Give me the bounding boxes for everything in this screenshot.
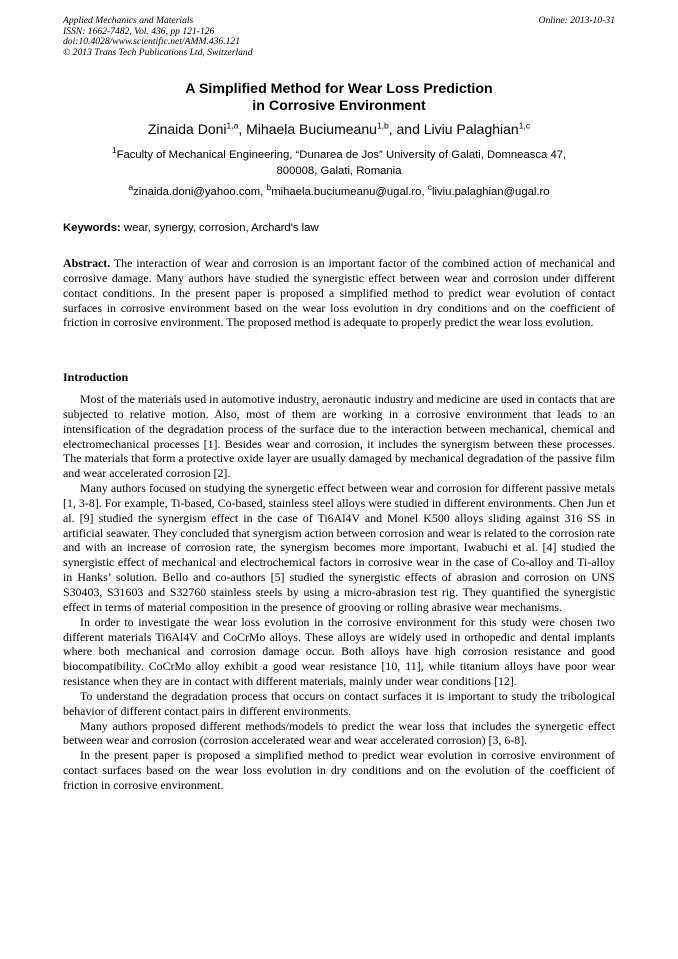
online-date: Online: 2013-10-31 [538,15,615,26]
keywords-label: Keywords: [63,222,121,234]
title-line-2: in Corrosive Environment [252,97,426,114]
author-affiliation-marker: 1,a [226,120,239,131]
author-name: Mihaela Buciumeanu [246,121,377,137]
copyright-line: © 2013 Trans Tech Publications Ltd, Switzerland [63,46,253,58]
section-heading-introduction: Introduction [63,370,129,384]
paper-title [63,81,615,114]
email-link[interactable]: liviu.palaghian@ugal.ro [431,186,550,198]
author-name: Zinaida Doni [147,121,227,137]
journal-name: Applied Mechanics and Materials [63,15,194,26]
paragraph: In the present paper is proposed a simplified method to predict wear evolution in corrosive environment of contact surfaces based on the wear loss evolution in dry conditions and on the evolution of the coefficient of friction in corrosive environment. [63,748,615,792]
affiliation-line-2: 800008, Galati, Romania [276,165,402,177]
keywords-text: wear, synergy, corrosion, Archard's law [120,222,319,234]
author-list [63,120,615,138]
email-link[interactable]: mihaela.buciumeanu@ugal.ro [271,186,422,198]
affiliation-line-1: Faculty of Mechanical Engineering, “Dunarea de Jos” University of Galati, Domneasca 47, [116,149,567,161]
abstract [63,256,615,330]
paragraph: Most of the materials used in automotive industry, aeronautic industry and medicine are used in contacts that are subjected to relative motion. Also, most of them are working in a corrosive environment that leads to an intensification of the degradation process of the surface due to the interaction between mechanical, chemical and electromechanical processes [1]. Besides wear and corrosion, it includes the synergism between these processes. The materials that form a protective oxide layer are usually damaged by mechanical degradation of the passive film and wear accelerated corrosion [2]. [63,392,615,481]
email-marker: b [266,182,272,193]
paragraph: Many authors focused on studying the synergetic effect between wear and corrosion for different passive metals [1, 3-8]. For example, Ti-based, Co-based, stainless steel alloys were studied in different environments. Chen Jun et al. [9] studied the synergism effect in the case of Ti6Al4V and Monel K500 alloys sliding against 316 SS in artificial seawater. They concluded that synergism action between corrosion and wear is related to the corrosion rate and with an increase of corrosion rate, the synergism becomes more important. Iwabuchi et al. [4] studied the synergistic effect of mechanical and electrochemical factors in corrosive wear in the case of Co-alloy and Ti-alloy in Hanks’ solution. Bello and co-authors [5] studied the synergistic effects of abrasion and corrosion on UNS S30403, S31603 and S32760 stainless steels by using a micro-abrasion test rig. They quantified the synergistic effect in terms of material composition in the presence of grooving or rolling abrasive wear mechanisms. [63,481,615,614]
author-name: Liviu Palaghian [423,121,519,137]
email-marker: c [427,182,432,193]
author-separator: , and [388,121,424,137]
keywords [63,220,615,236]
affiliation-marker: 1 [111,145,117,156]
abstract-text: The interaction of wear and corrosion is an important factor of the combined action of mechanical and corrosive damage. Many authors have studied the synergistic effect between wear and corrosion under different contact conditions. In the present paper is proposed a simplified method to predict wear evolution of contact surfaces in corrosive environment based on the wear loss evolution in dry conditions and on the coefficient of friction in corrosive environment. The proposed method is adequate to properly predict the wear loss evolution. [63,256,615,330]
email-marker: a [128,182,134,193]
title-line-1: A Simplified Method for Wear Loss Prediction [185,81,493,97]
issn-line: ISSN: 1662-7482, Vol. 436, pp 121-126 [63,25,215,37]
affiliation [63,147,615,179]
paragraph: Many authors proposed different methods/models to predict the wear loss that includes the synergetic effect between wear and corrosion (corrosion accelerated wear and wear accelerated corrosion) [3, 6-8]. [63,718,615,748]
paragraph: To understand the degradation process that occurs on contact surfaces it is important to study the tribological behavior of different contact pairs in different environments. [63,688,615,718]
author-emails: $^a$zinaida.doni@yahoo.com, $^b$mihaela.buciumeanu@ugal.ro, $^c$liviu.palaghian@ugal.ro [128,182,550,198]
author-affiliation-marker: 1,c [518,120,531,131]
email-link[interactable]: zinaida.doni@yahoo.com [133,186,261,198]
doi-line: doi:10.4028/www.scientific.net/AMM.436.121 [63,36,241,48]
author-separator: , [238,121,247,137]
journal-header [63,16,615,58]
author-affiliation-marker: 1,b [376,120,389,131]
paragraph: In order to investigate the wear loss evolution in the corrosive environment for this study were chosen two different materials Ti6Al4V and CoCrMo alloys. These alloys are widely used in orthopedic and dental implants where both mechanical and corrosion damage occur. Both alloys have high corrosion resistance and good biocompatibility. CoCrMo alloy exhibit a good wear resistance [10, 11], while titanium alloys have poor wear resistance when they are in contact with different materials, mainly under wear conditions [12]. [63,614,615,689]
abstract-label: Abstract. [63,256,111,270]
introduction-body [63,392,615,793]
